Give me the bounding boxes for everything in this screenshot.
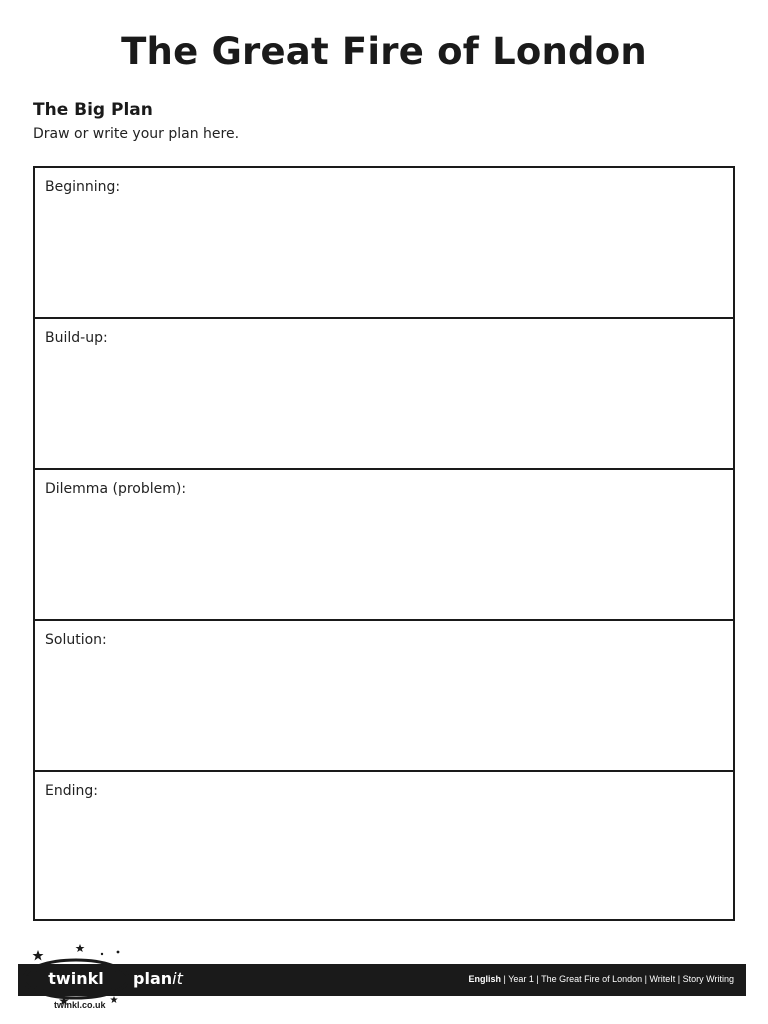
star-icon bbox=[33, 950, 44, 961]
section-beginning[interactable] bbox=[35, 168, 733, 319]
star-icon bbox=[110, 996, 118, 1003]
plan-instruction: Draw or write your plan here. bbox=[33, 126, 240, 142]
section-build-up[interactable] bbox=[35, 319, 733, 470]
section-ending[interactable] bbox=[35, 772, 733, 921]
footer-subject: English bbox=[468, 974, 502, 984]
section-dilemma[interactable] bbox=[35, 470, 733, 621]
section-solution[interactable] bbox=[35, 621, 733, 772]
section-label: Beginning: bbox=[45, 179, 121, 195]
dot-icon bbox=[117, 951, 120, 954]
planit-bold: plan bbox=[133, 969, 173, 988]
website-link[interactable]: twinkl.co.uk bbox=[54, 1000, 106, 1010]
logo-wordmark: twinkl bbox=[48, 969, 104, 988]
section-label: Dilemma (problem): bbox=[45, 481, 187, 497]
section-label: Solution: bbox=[45, 632, 107, 648]
planit-italic: it bbox=[172, 969, 183, 988]
worksheet-title: The Great Fire of London bbox=[121, 30, 647, 73]
footer-breadcrumb bbox=[469, 974, 734, 984]
plan-heading: The Big Plan bbox=[33, 100, 153, 120]
star-icon bbox=[76, 944, 85, 952]
footer-breadcrumb-rest: | Year 1 | The Great Fire of London | WriteIt | Story Writing bbox=[501, 974, 734, 984]
plan-box bbox=[33, 166, 735, 921]
section-label: Build-up: bbox=[45, 330, 108, 346]
planit-brand bbox=[133, 969, 183, 988]
section-label: Ending: bbox=[45, 783, 98, 799]
dot-icon bbox=[101, 953, 103, 955]
